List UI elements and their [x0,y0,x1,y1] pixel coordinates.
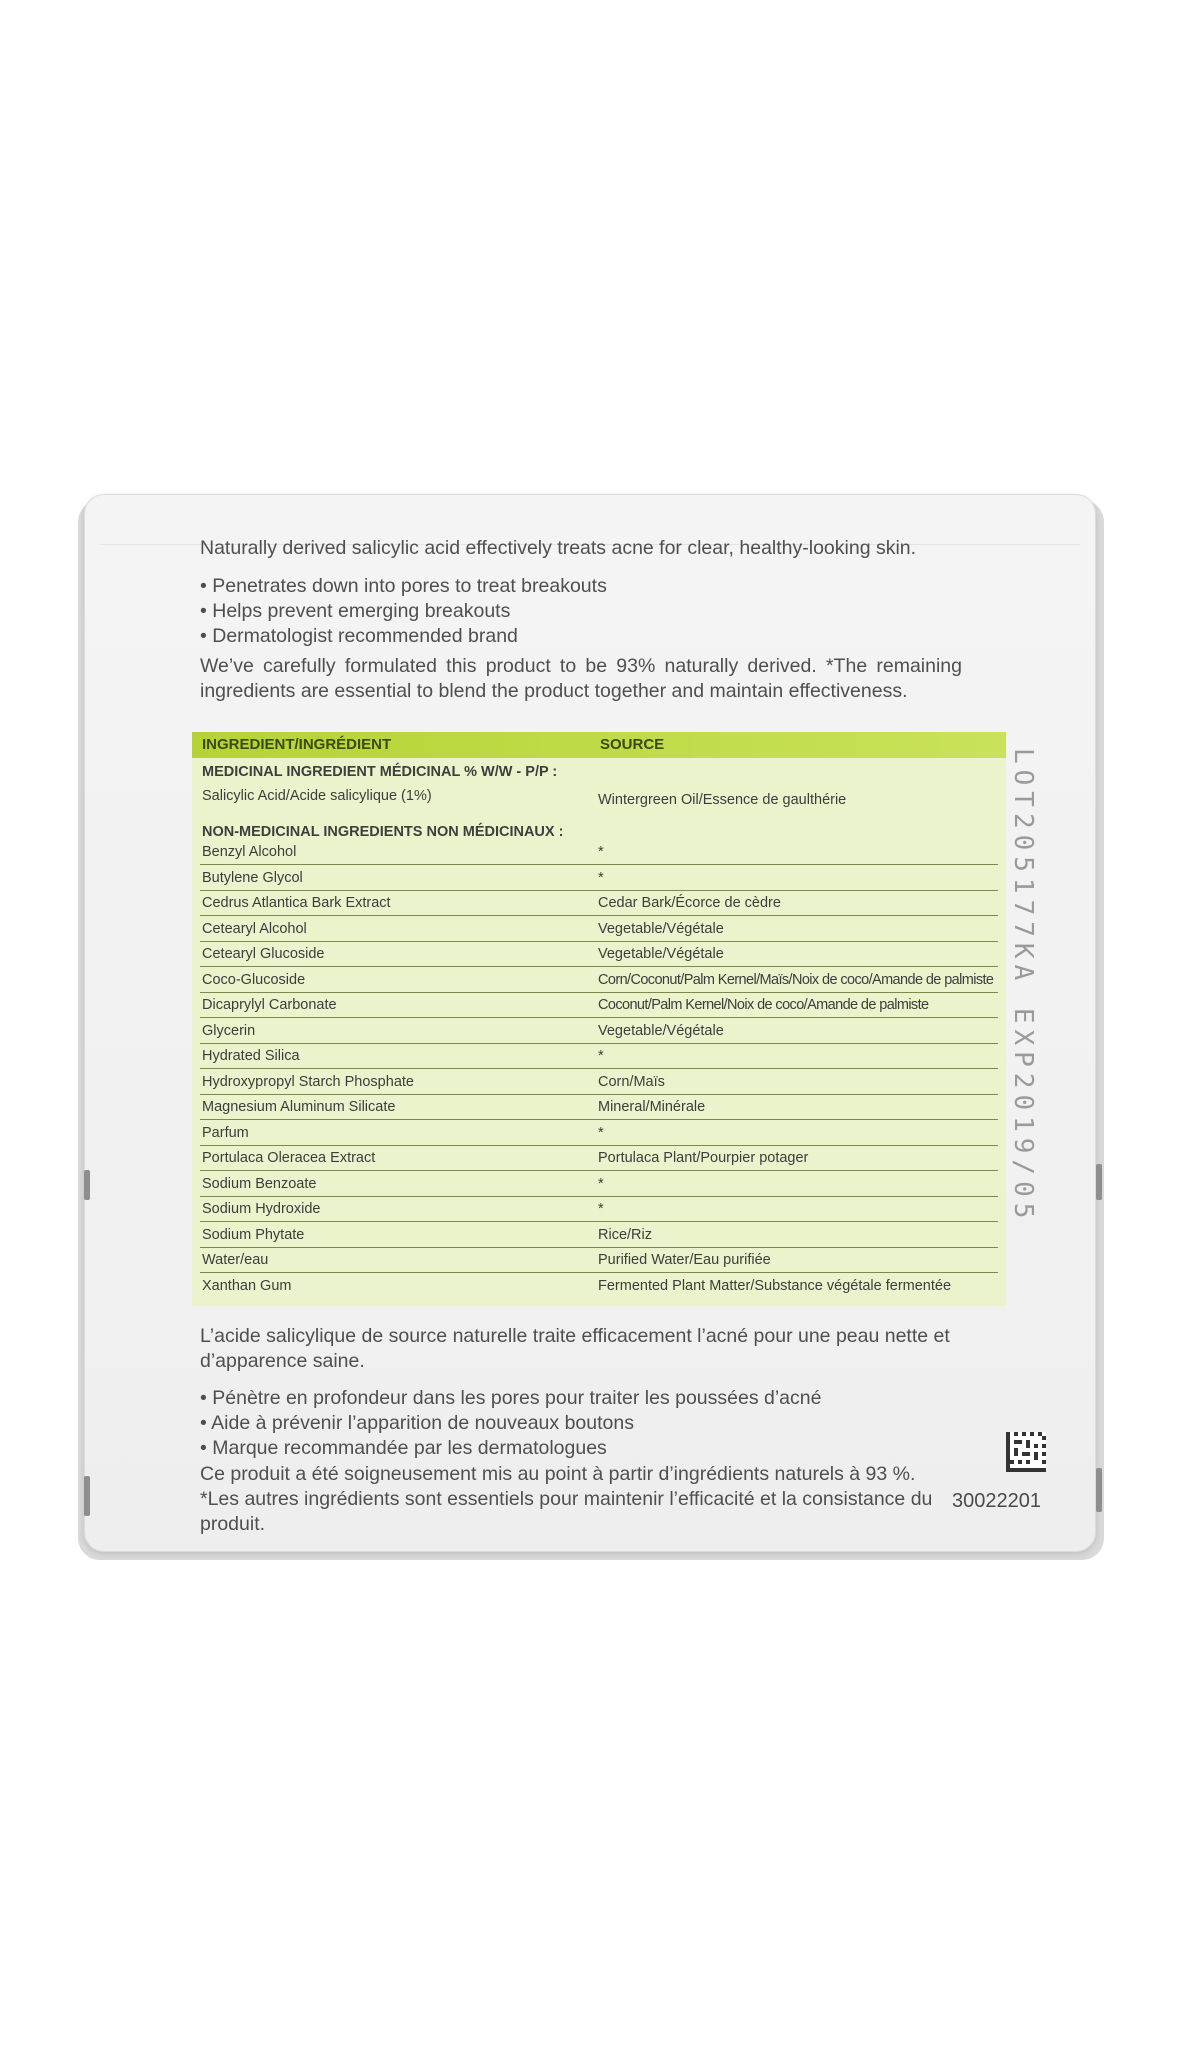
ingredient-name: Water/eau [202,1252,269,1268]
natural-claim-english: We’ve carefully formulated this product to be 93% naturally derived. *The remaining ingredients are essential to blend the product together and maintain effectiveness. [200,655,962,702]
benefit-item: • Pénètre en profondeur dans les pores pour traiter les poussées d’acné [200,1386,821,1411]
product-code: 30022201 [952,1490,1041,1512]
table-row [200,1146,998,1171]
table-row [200,866,998,891]
ingredient-name: Sodium Benzoate [202,1175,317,1192]
benefits-list-french [200,1386,821,1461]
table-row [200,1070,998,1095]
ingredient-name: Portulaca Oleracea Extract [202,1150,376,1166]
ingredient-source: * [598,1048,604,1064]
table-row [200,1248,998,1273]
table-row [200,1095,998,1120]
table-row [200,993,998,1018]
ingredient-name: Hydroxypropyl Starch Phosphate [202,1073,414,1090]
box-right-edge [1096,1164,1102,1200]
ingredient-name: Sodium Phytate [202,1226,305,1243]
table-row [200,1172,998,1197]
ingredient-name: Parfum [202,1124,249,1141]
lot-expiry-stamp: LOT205177KA EXP2019/05 [1008,748,1038,1225]
ingredient-name: Hydrated Silica [202,1048,300,1064]
table-row [200,1223,998,1248]
benefit-item: • Helps prevent emerging breakouts [200,599,607,624]
box-left-edge-lower [84,1476,90,1516]
ingredient-name: Cetearyl Glucoside [202,946,325,962]
ingredient-table [192,732,1006,1306]
ingredient-name: Coco-Glucoside [202,971,306,988]
benefit-item: • Marque recommandée par les dermatologues [200,1436,821,1461]
benefit-item: • Aide à prévenir l’apparition de nouveaux boutons [200,1411,821,1436]
table-row [200,840,998,865]
ingredient-name: Magnesium Aluminum Silicate [202,1099,396,1115]
ingredient-source: Corn/Maïs [598,1073,665,1090]
ingredient-name: Salicylic Acid/Acide salicylique (1%) [202,788,432,804]
ingredient-source: Fermented Plant Matter/Substance végétale fermentée [598,1277,952,1294]
ingredient-source: Cedar Bark/Écorce de cèdre [598,895,781,911]
ingredient-source: * [598,1201,604,1217]
natural-claim-french: Ce produit a été soigneusement mis au point à partir d’ingrédients naturels à 93 %. *Les autres ingrédients sont essentiels pour maintenir l’efficacité et la consistance du produit. [200,1463,933,1535]
datamatrix-code-icon [1006,1432,1046,1472]
ingredient-source: Portulaca Plant/Pourpier potager [598,1150,809,1166]
ingredient-name: Benzyl Alcohol [202,844,297,860]
ingredient-name: Butylene Glycol [202,869,303,886]
ingredient-source: Rice/Riz [598,1226,652,1243]
table-row [200,1121,998,1146]
ingredient-source: Corn/Coconut/Palm Kernel/Maïs/Noix de coco/Amande de palmiste [598,971,994,988]
ingredient-name: Xanthan Gum [202,1277,292,1294]
benefit-item: • Penetrates down into pores to treat breakouts [200,574,607,599]
table-row [200,968,998,993]
table-row [200,891,998,916]
intro-english: Naturally derived salicylic acid effectively treats acne for clear, healthy-looking skin. [200,537,917,559]
header-source: SOURCE [600,736,665,753]
ingredient-name: Cedrus Atlantica Bark Extract [202,895,391,911]
medicinal-row [200,784,998,808]
ingredient-source: Purified Water/Eau purifiée [598,1252,771,1268]
ingredient-source: * [598,869,604,886]
box-right-edge-lower [1096,1468,1102,1512]
table-row [200,1274,998,1298]
ingredient-source: Vegetable/Végétale [598,1022,724,1039]
table-row [200,1019,998,1044]
box-left-edge [84,1170,90,1200]
ingredient-source: Vegetable/Végétale [598,920,724,937]
ingredient-name: Dicaprylyl Carbonate [202,997,337,1013]
header-ingredient: INGREDIENT/INGRÉDIENT [202,736,392,753]
non-medicinal-section-title: NON-MEDICINAL INGREDIENTS NON MÉDICINAUX : [202,824,564,840]
ingredient-name: Cetearyl Alcohol [202,920,307,937]
benefit-item: • Dermatologist recommended brand [200,624,607,649]
ingredient-name: Glycerin [202,1022,256,1039]
ingredient-source: * [598,1124,604,1141]
intro-french: L’acide salicylique de source naturelle traite efficacement l’acné pour une peau nette et d’apparence saine. [200,1325,950,1372]
ingredient-source: * [598,844,604,860]
table-row [200,917,998,942]
benefits-list-english [200,574,607,649]
ingredient-source: Mineral/Minérale [598,1099,706,1115]
table-row [200,942,998,967]
ingredient-source: Wintergreen Oil/Essence de gaulthérie [598,792,847,808]
table-row [200,1197,998,1222]
table-row [200,1044,998,1069]
ingredient-source: Vegetable/Végétale [598,946,724,962]
ingredient-table-header [192,732,1006,758]
ingredient-source: Coconut/Palm Kernel/Noix de coco/Amande de palmiste [598,997,929,1013]
medicinal-section-title: MEDICINAL INGREDIENT MÉDICINAL % W/W - P/P : [202,764,558,780]
ingredient-source: * [598,1175,604,1192]
ingredient-name: Sodium Hydroxide [202,1201,321,1217]
